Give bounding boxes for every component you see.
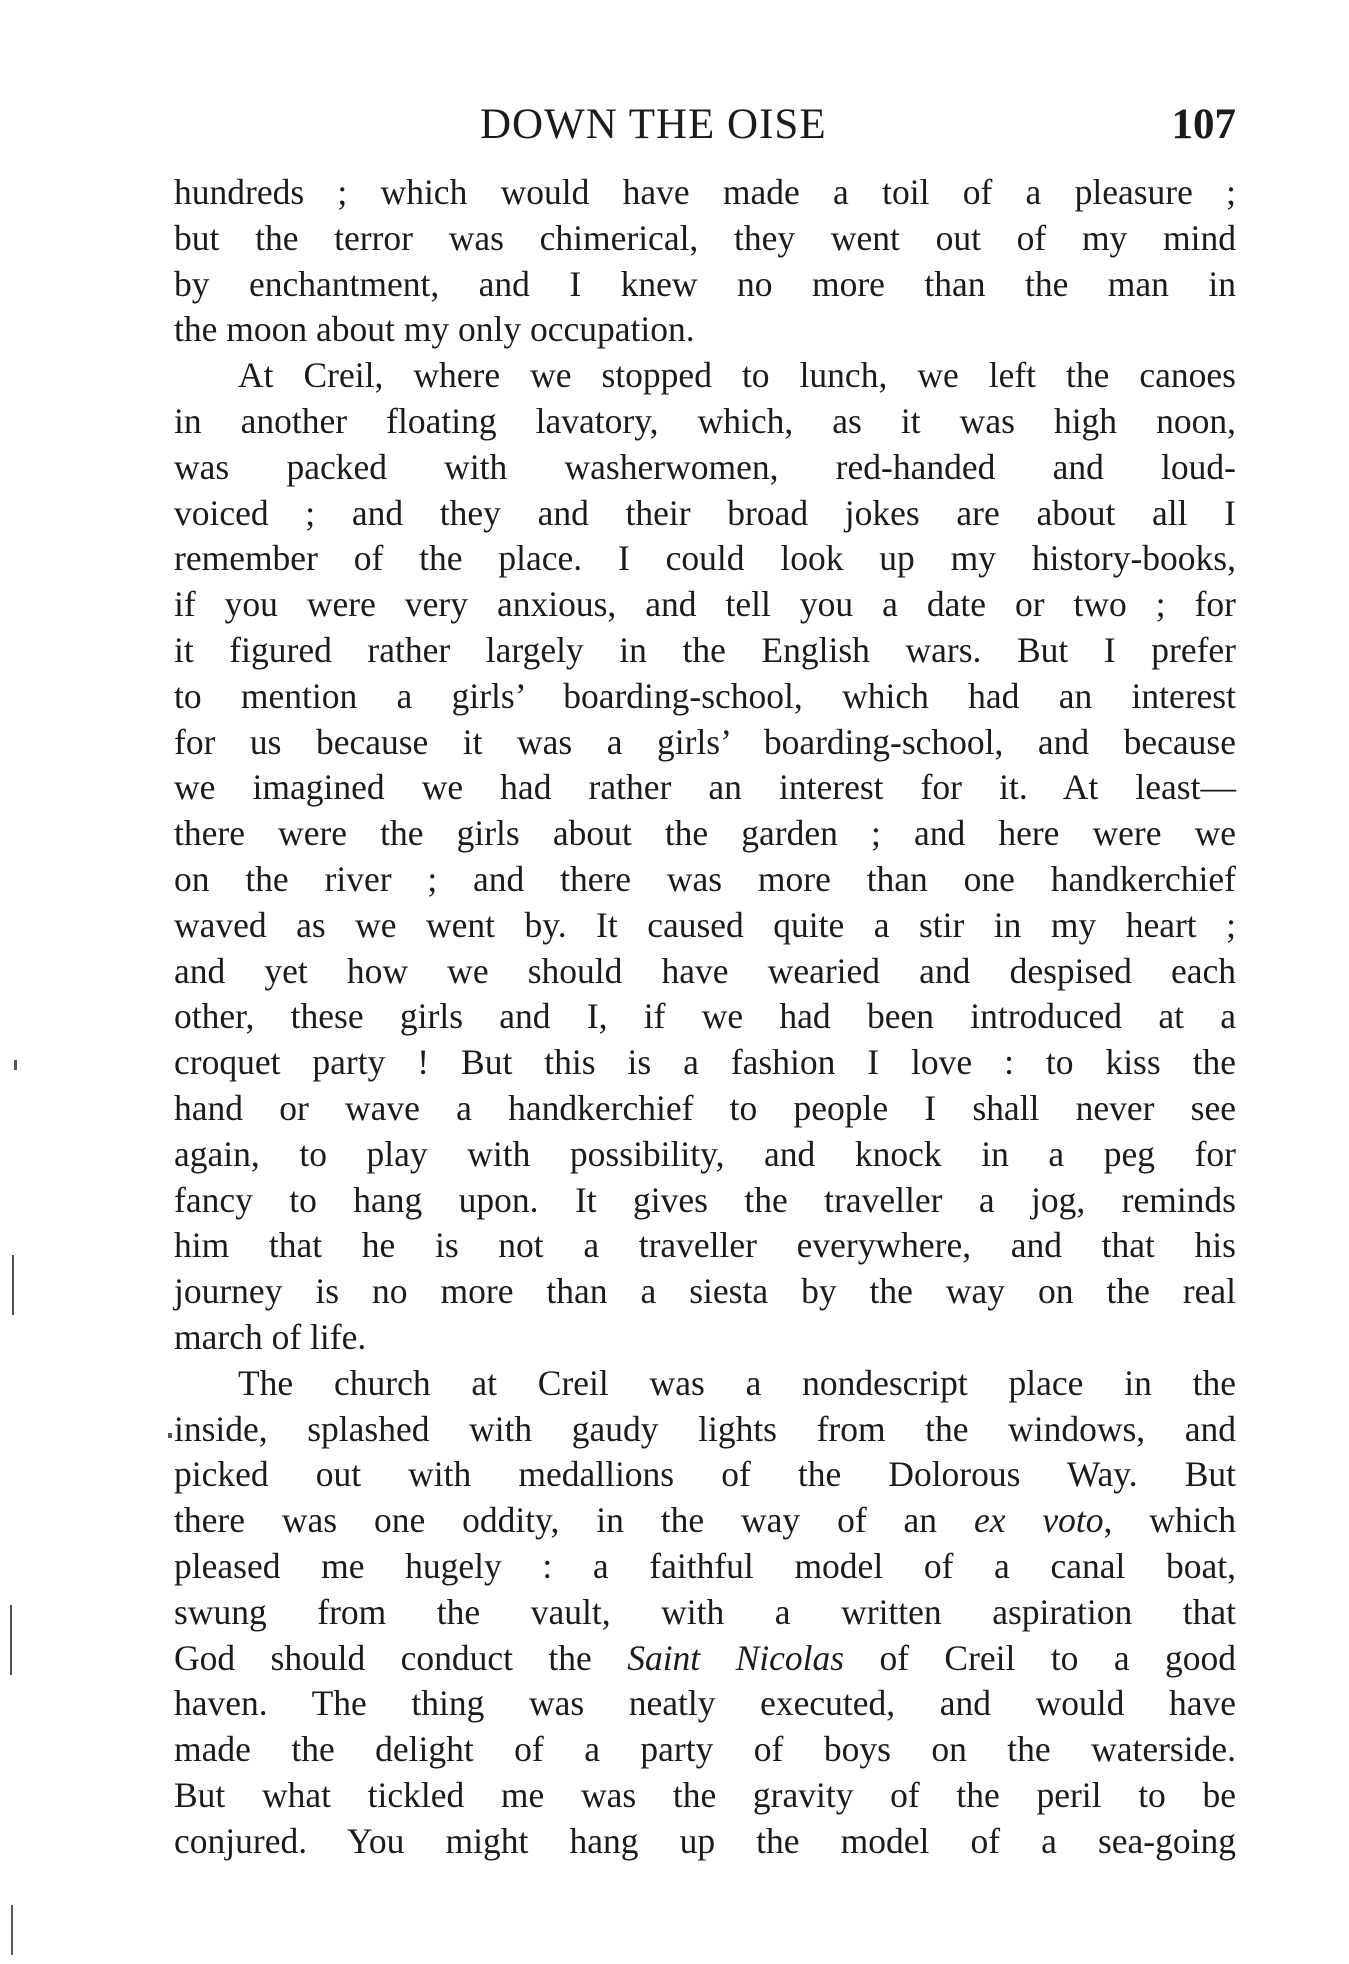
text-line: The church at Creil was a nondescript place in the (238, 1362, 1236, 1403)
text-line: again, to play with possibility, and knock in a peg for (174, 1133, 1236, 1174)
page-header (178, 100, 1236, 160)
text-segment: , which (1103, 1500, 1236, 1541)
text-line: other, these girls and I, if we had been introduced at a (174, 996, 1236, 1037)
text-line: fancy to hang upon. It gives the traveller a jog, reminds (174, 1179, 1236, 1220)
scan-margin-mark (12, 1255, 14, 1315)
text-line: on the river ; and there was more than one handkerchief (174, 858, 1236, 899)
text-line: conjured. You might hang up the model of a sea-going (174, 1820, 1236, 1861)
page-number: 107 (1171, 101, 1236, 148)
text-line: inside, splashed with gaudy lights from the windows, and (174, 1408, 1236, 1449)
text-line: the moon about my only occupation. (174, 309, 695, 350)
text-line: and yet how we should have wearied and despised each (174, 950, 1236, 991)
text-line: by enchantment, and I knew no more than the man in (174, 263, 1236, 304)
running-title: DOWN THE OISE (480, 101, 827, 148)
scan-margin-mark (10, 1605, 12, 1675)
text-line: voiced ; and they and their broad jokes are about all I (174, 492, 1236, 533)
text-line: waved as we went by. It caused quite a stir in my heart ; (174, 904, 1236, 945)
text-segment: God should conduct the (174, 1637, 628, 1678)
text-line: in another floating lavatory, which, as it was high noon, (174, 400, 1236, 441)
text-line: for us because it was a girls’ boarding-school, and because (174, 721, 1236, 762)
text-line: him that he is not a traveller everywhere, and that his (174, 1225, 1236, 1266)
text-line: picked out with medallions of the Dolorous Way. But (174, 1454, 1236, 1495)
text-line: pleased me hugely : a faithful model of a canal boat, (174, 1545, 1236, 1586)
text-line: hand or wave a handkerchief to people I shall never see (174, 1087, 1236, 1128)
text-line: we imagined we had rather an interest for it. At least— (174, 767, 1236, 808)
text-line: was packed with washerwomen, red-handed and loud- (174, 446, 1236, 487)
text-line: croquet party ! But this is a fashion I love : to kiss the (174, 1042, 1236, 1083)
text-segment: of Creil to a good (844, 1637, 1236, 1678)
italic-phrase: Saint Nicolas (627, 1637, 845, 1678)
text-line: At Creil, where we stopped to lunch, we left the canoes (238, 355, 1236, 396)
text-line: swung from the vault, with a written aspiration that (174, 1591, 1236, 1632)
scan-margin-mark (14, 1060, 17, 1070)
text-line: march of life. (174, 1316, 367, 1357)
text-segment: there was one oddity, in the way of an (174, 1500, 974, 1541)
text-line: it figured rather largely in the English wars. But I prefer (174, 629, 1236, 670)
text-line: to mention a girls’ boarding-school, which had an interest (174, 675, 1236, 716)
text-line: haven. The thing was neatly executed, and would have (174, 1683, 1236, 1724)
text-line: But what tickled me was the gravity of the peril to be (174, 1774, 1236, 1815)
text-line: hundreds ; which would have made a toil of a pleasure ; (174, 172, 1236, 212)
text-line (174, 1498, 1236, 1544)
scan-margin-mark (168, 1433, 172, 1438)
text-line: if you were very anxious, and tell you a date or two ; for (174, 584, 1236, 625)
italic-phrase: ex voto (973, 1500, 1104, 1541)
text-line: there were the girls about the garden ; and here were we (174, 813, 1236, 854)
text-line (174, 1636, 1236, 1682)
body-text (174, 170, 1236, 1864)
text-line: but the terror was chimerical, they went out of my mind (174, 217, 1236, 258)
text-line: journey is no more than a siesta by the way on the real (174, 1271, 1236, 1312)
text-line: remember of the place. I could look up my history-books, (174, 538, 1236, 579)
scan-margin-mark (11, 1905, 13, 1955)
text-line: made the delight of a party of boys on the waterside. (174, 1729, 1236, 1770)
